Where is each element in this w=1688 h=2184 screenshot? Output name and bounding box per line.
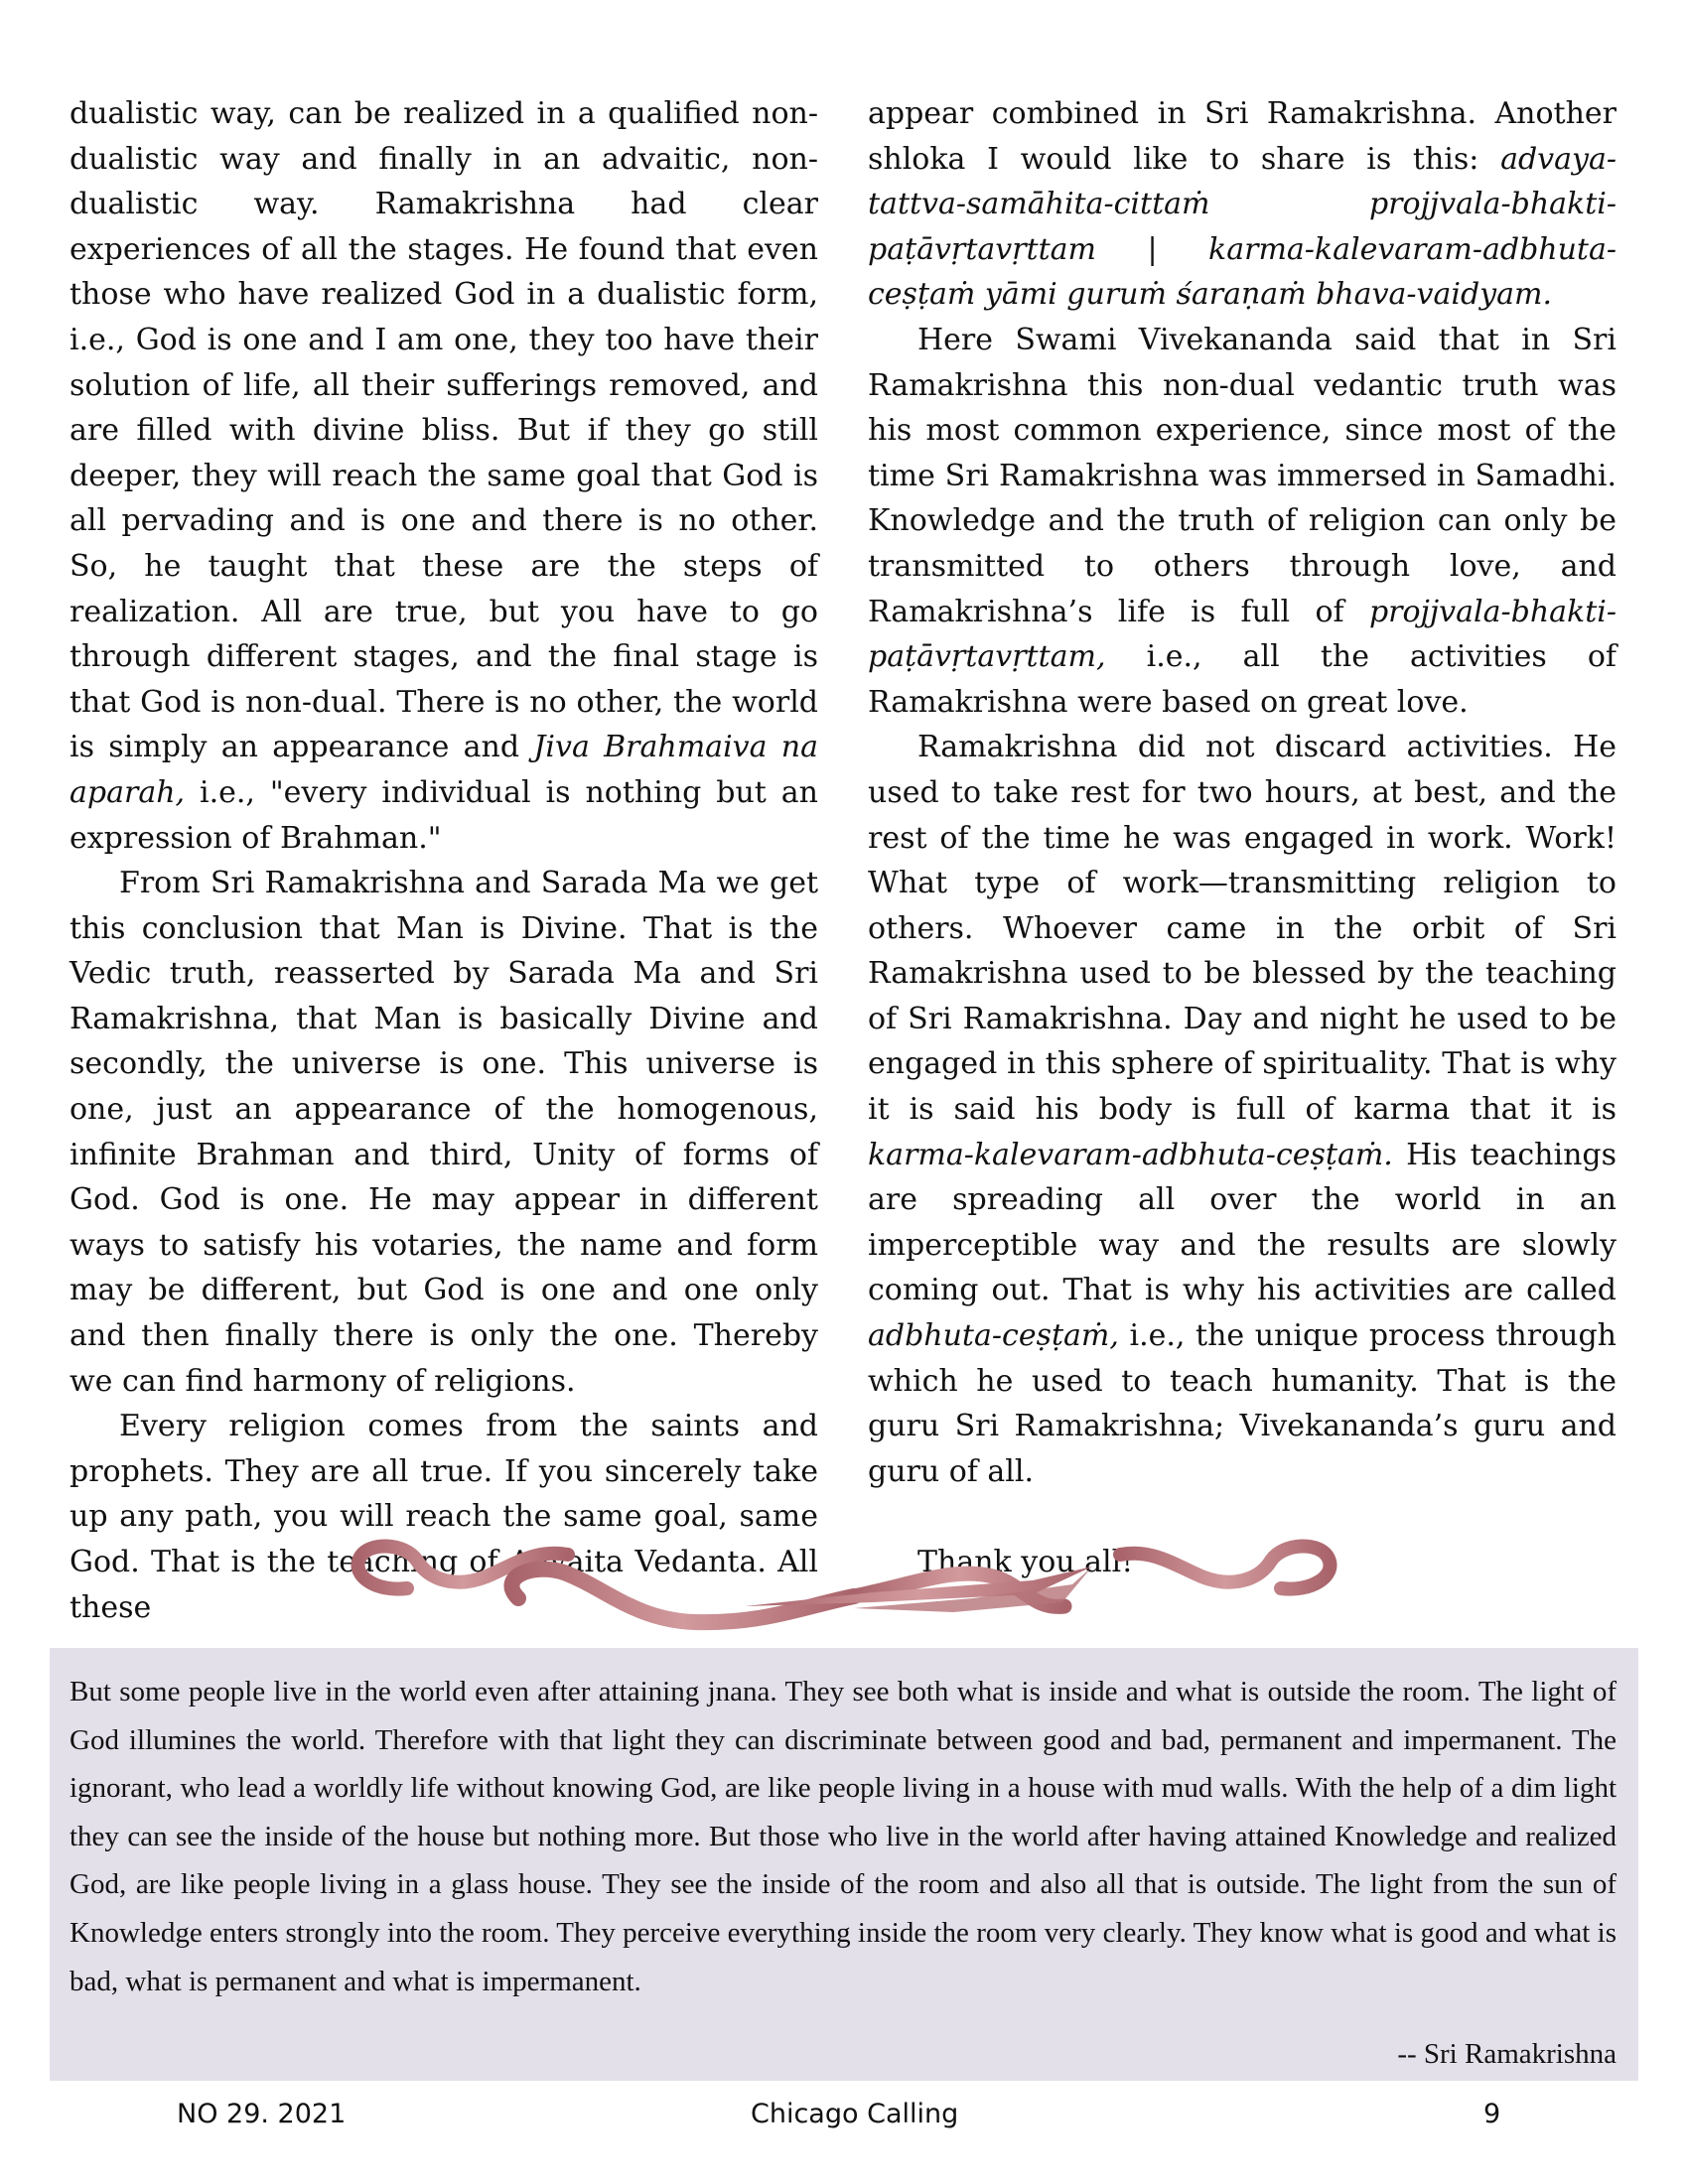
sanskrit-phrase: adbhuta-ceṣṭaṁ, bbox=[868, 1318, 1119, 1354]
paragraph-text: Ramakrishna did not discard activities. He used to take rest for two hours, at best, and the rest of the time he was engaged in work. Work! What type of work—transmitting religion to others. Whoever came in the orbit of Sri Ramakrishna used to be blessed by the teaching of Sri Ramakrishna. Day and night he used to be engaged in this sphere of spirituality. That is why it is said his body is full of karma that it is bbox=[868, 730, 1617, 1128]
paragraph-text: i.e., "every individual is nothing but an expression of Brahman." bbox=[70, 774, 818, 856]
paragraph bbox=[70, 91, 818, 861]
paragraph bbox=[868, 318, 1617, 725]
article-column-right bbox=[868, 91, 1617, 1585]
paragraph bbox=[868, 91, 1617, 318]
footer-page-number: 9 bbox=[1483, 2099, 1501, 2129]
footer-publication-title: Chicago Calling bbox=[751, 2099, 959, 2129]
paragraph-text: i.e., the unique process through which he used to teach humanity. That is the guru Sri Ramakrishna; Vivekananda’s guru and guru of all. bbox=[868, 1318, 1617, 1489]
paragraph: Every religion comes from the saints and prophets. They are all true. If you sincerely take up any path, you will reach the same goal, same God. That is the teaching of Advaita Vedanta. All these bbox=[70, 1409, 818, 1625]
quote-attribution: -- Sri Ramakrishna bbox=[1397, 2038, 1617, 2070]
paragraph-text: Here Swami Vivekananda said that in Sri Ramakrishna this non-dual vedantic truth was his most common experience, since most of the time Sri Ramakrishna was immersed in Samadhi. Knowledge and the truth of religion can only be transmitted to others through love, and Ramakrishna’s life is full of bbox=[868, 322, 1617, 629]
paragraph-text: His teachings are spreading all over the world in an imperceptible way and the results are slowly coming out. That is why his activities are called bbox=[868, 1137, 1617, 1308]
paragraph-text: dualistic way, can be realized in a qualified non-dualistic way and finally in an advaitic, non-dualistic way. Ramakrishna had clear experiences of all the stages. He found that even those who have realized God in a dualistic form, i.e., God is one and I am one, they too have their solution of life, all their sufferings removed, and are filled with divine bliss. But if they go still deeper, they will reach the same goal that God is all pervading and is one and there is no other. So, he taught that these are the steps of realization. All are true, but you have to go through different stages, and the final stage is that God is non-dual. There is no other, the world is simply an appearance and bbox=[70, 96, 818, 765]
paragraph: From Sri Ramakrishna and Sarada Ma we get this conclusion that Man is Divine. That is the Vedic truth, reasserted by Sarada Ma and Sri Ramakrishna, that Man is basically Divine and secondly, the universe is one. This universe is one, just an appearance of the homogenous, infinite Brahman and third, Unity of forms of God. God is one. He may appear in different ways to satisfy his votaries, the name and form may be different, but God is one and one only and then finally there is only the one. Thereby we can find harmony of religions. bbox=[70, 866, 818, 1399]
quote-box bbox=[50, 1648, 1638, 2081]
paragraph-text: appear combined in Sri Ramakrishna. Another shloka I would like to share is this: bbox=[868, 96, 1617, 177]
quote-text: But some people live in the world even after attaining jnana. They see both what is inside and what is outside the room. The light of God illumines the world. Therefore with that light they can discriminate between good and bad, permanent and impermanent. The ignorant, who lead a worldly life without knowing God, are like people living in a house with mud walls. With the help of a dim light they can see the inside of the house but nothing more. But those who live in the world after having attained Knowledge and realized God, are like people living in a glass house. They see the inside of the room and also all that is outside. The light from the sun of Knowledge enters strongly into the room. They perceive everything inside the room very clearly. They know what is good and what is bad, what is permanent and what is impermanent. bbox=[70, 1676, 1617, 1997]
sanskrit-phrase: karma-kalevaram-adbhuta-ceṣṭaṁ. bbox=[868, 1137, 1393, 1172]
closing-thanks: Thank you all! bbox=[917, 1545, 1134, 1580]
sanskrit-shloka: advaya-tattva-samāhita-cittaṁ projjvala-bhakti-paṭāvṛtavṛttam | karma-kalevaram-adbhuta-ceṣṭaṁ yāmi guruṁ śaraṇaṁ bhava-vaidyam. bbox=[868, 141, 1617, 313]
footer-issue-number: NO 29. 2021 bbox=[177, 2099, 347, 2129]
sanskrit-phrase: projjvala-bhakti-paṭāvṛtavṛttam, bbox=[868, 594, 1617, 675]
sanskrit-phrase: Jiva Brahmaiva na aparah, bbox=[70, 730, 819, 810]
article-column-left bbox=[70, 91, 818, 1630]
paragraph bbox=[868, 725, 1617, 1494]
paragraph-text: i.e., all the activities of Ramakrishna were based on great love. bbox=[868, 639, 1617, 720]
flourish-divider-icon bbox=[338, 1537, 1350, 1648]
